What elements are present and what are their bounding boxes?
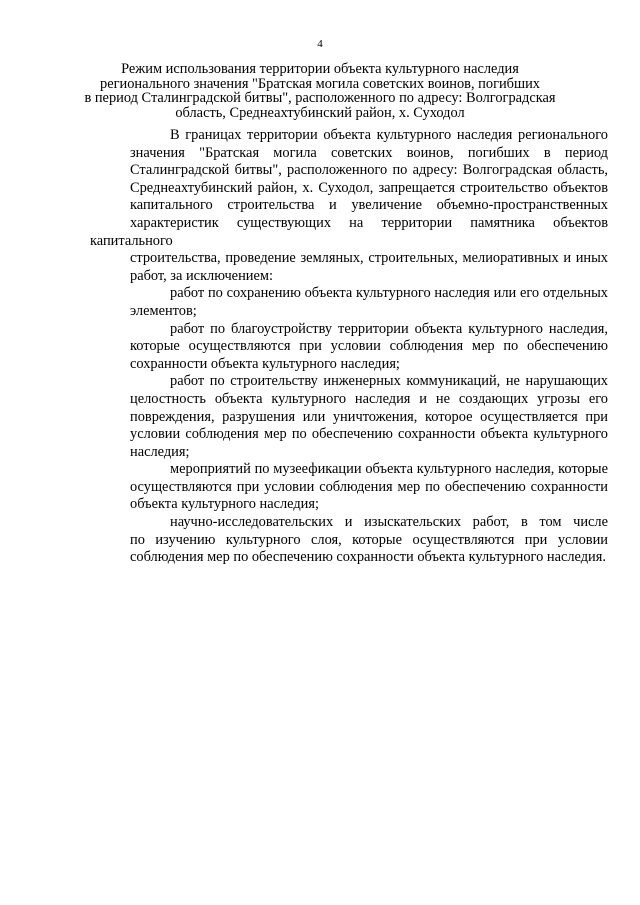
text-line: Среднеахтубинский район, х. Суходол, запрещается строительство объектов (130, 179, 608, 196)
text-line: осуществляются при условии соблюдения мер по обеспечению сохранности (130, 478, 608, 495)
paragraph-exception-1 (90, 285, 608, 320)
paragraph-exception-2 (90, 321, 608, 374)
text-line: работ по сохранению объекта культурного наследия или его отдельных (170, 285, 608, 302)
text-line: работ по благоустройству территории объекта культурного наследия, (170, 320, 608, 337)
text-line: строительства, проведение земляных, строительных, мелиоративных и иных (130, 250, 608, 267)
text-line: объекта культурного наследия; (130, 496, 320, 513)
text-line: элементов; (130, 302, 197, 319)
text-line: соблюдения мер по обеспечению сохранности объекта культурного наследия. (130, 549, 606, 566)
text-line: значения "Братская могила советских воинов, погибших в период (130, 144, 608, 161)
text-line: характеристик существующих на территории памятника объектов капитального (90, 214, 608, 249)
text-line: повреждения, разрушения или уничтожения, которое осуществляется при (130, 408, 608, 425)
text-line: наследия; (130, 443, 190, 460)
paragraph-exception-3 (90, 373, 608, 461)
text-line: по изучению культурного слоя, которые осуществляются при условии (130, 531, 608, 548)
text-line: работ по строительству инженерных коммуникаций, не нарушающих (170, 373, 608, 390)
text-line: Сталинградской битвы", расположенного по адресу: Волгоградская область, (130, 162, 608, 179)
title-line: в период Сталинградской битвы", расположенного по адресу: Волгоградская (84, 90, 556, 106)
title-line: Режим использования территории объекта культурного наследия (121, 61, 519, 77)
text-line: целостность объекта культурного наследия и не создающих угрозы его (130, 390, 608, 407)
title-line: область, Среднеахтубинский район, х. Суходол (175, 104, 465, 121)
text-line: В границах территории объекта культурного наследия регионального (170, 127, 608, 143)
paragraph-intro (90, 127, 608, 285)
text-line: капитального строительства и увеличение объемно-пространственных (130, 197, 608, 214)
paragraph-exception-4 (90, 461, 608, 514)
text-line: условии соблюдения мер по обеспечению сохранности объекта культурного (130, 426, 608, 443)
document-body (90, 127, 608, 567)
text-line: научно-исследовательских и изыскательских работ, в том числе (170, 514, 608, 531)
document-title (60, 62, 580, 120)
text-line: сохранности объекта культурного наследия; (130, 355, 400, 372)
paragraph-exception-5 (90, 514, 608, 567)
text-line: работ, за исключением: (130, 267, 273, 284)
text-line: мероприятий по музеефикации объекта культурного наследия, которые (170, 461, 608, 478)
page-number: 4 (317, 38, 323, 50)
text-line: которые осуществляются при условии соблюдения мер по обеспечению (130, 338, 608, 355)
title-line: регионального значения "Братская могила советских воинов, погибших (100, 75, 540, 92)
